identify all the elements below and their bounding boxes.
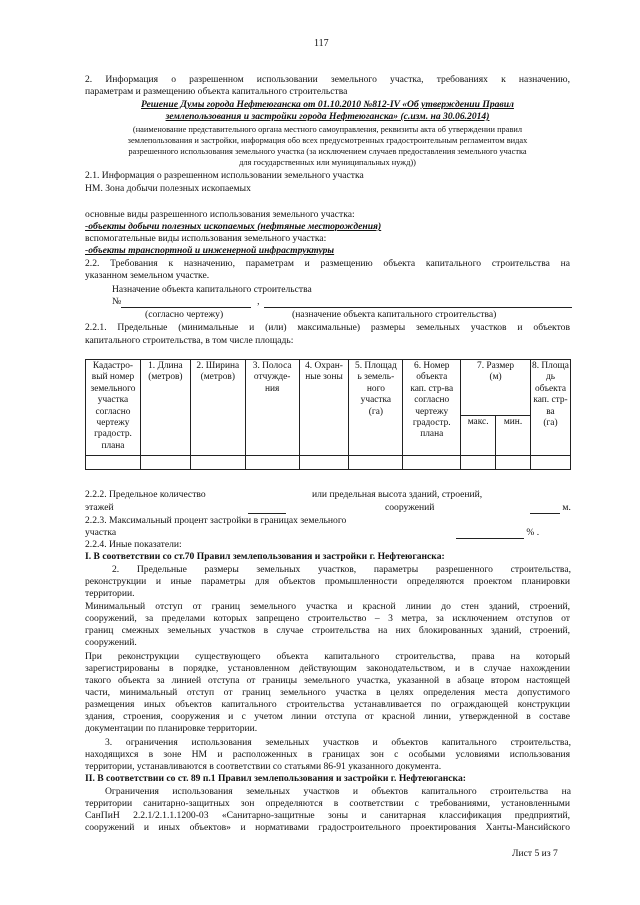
main-uses-value: -объекты добычи полезных ископаемых (нефтяные месторождения) bbox=[85, 221, 382, 232]
p5-line4: сооружений и иных объектов» и нормативами градостроительного проектирования Ханты-Мансийского bbox=[85, 822, 570, 833]
p2-line1: Минимальный отступ от границ земельного участка и красной линии до стен зданий, строений, bbox=[85, 601, 570, 612]
caption-drawing: (согласно чертежу) bbox=[145, 309, 224, 320]
object-name-label: Назначение объекта капитального строительства bbox=[112, 284, 312, 295]
s223-text: 2.2.3. Максимальный процент застройки в границах земельного bbox=[85, 515, 347, 526]
th-width: 2. Ширина (метров) bbox=[190, 360, 245, 456]
section2-heading-line1: 2. Информация о разрешенном использовании земельного участка, требованиях к назначению, bbox=[85, 74, 570, 85]
s22-line1: 2.2. Требования к назначению, параметрам и размещению объекта капитального строительства на bbox=[85, 258, 570, 269]
s224-text: 2.2.4. Иные показатели: bbox=[85, 539, 182, 550]
zone-name: НМ. Зона добычи полезных ископаемых bbox=[85, 183, 251, 194]
caption-purpose: (назначение объекта капитального строительства) bbox=[292, 309, 497, 320]
part1-heading: I. В соответствии со ст.70 Правил землепользования и застройки г. Нефтеюганска: bbox=[85, 551, 445, 562]
th-size-max: макс. bbox=[461, 416, 496, 456]
object-number-row: № , bbox=[112, 296, 572, 308]
p5-line3: СанПиН 2.2.1/2.1.1.1200-03 «Санитарно-защитные зоны и санитарная классификация предприятий, bbox=[85, 810, 570, 821]
th-cadastral: Кадастро- вый номер земельного участка согласно чертежу градостр. плана bbox=[86, 360, 141, 456]
th-alienation-strip: 3. Полоса отчужде- ния bbox=[245, 360, 299, 456]
decision-line1: Решение Думы города Нефтеюганска от 01.10.2010 №812-IV «Об утверждении Правил bbox=[141, 99, 514, 110]
section2-heading-line2: параметрам и размещению объекта капитального строительства bbox=[85, 86, 348, 97]
th-plot-area: 5. Площад ь земель- ного участка (га) bbox=[349, 360, 403, 456]
p1-line3: территории. bbox=[85, 588, 135, 599]
part2-heading: II. В соответствии со ст. 89 п.1 Правил землепользования и застройки г. Нефтеюганска: bbox=[85, 773, 466, 784]
p3-line4: части, минимальный отступ от границ земельного участка в целях определения места допустимого bbox=[85, 687, 570, 698]
purpose-underline bbox=[264, 297, 572, 308]
s222-a: 2.2.2. Предельное количество bbox=[85, 489, 206, 500]
s221-line2: капитального строительства, в том числе площадь: bbox=[85, 335, 294, 346]
floors-label: этажей bbox=[85, 502, 114, 513]
p3-line7: документации по планировке территории. bbox=[85, 723, 258, 734]
floors-underline bbox=[248, 502, 288, 514]
th-size-min: мин. bbox=[496, 416, 531, 456]
p5-line1: Ограничения использования земельных участков и объектов капитального строительства на bbox=[105, 786, 571, 797]
p4-line2: находящихся в зоне НМ и расположенных в границах зон с особыми условиями использования bbox=[85, 749, 570, 760]
p2-line4: сооружений. bbox=[85, 637, 137, 648]
note-line1: (наименование представительного органа местного самоуправления, реквизиты акта об утверждении правил bbox=[132, 125, 523, 134]
p3-line6: здания, строения, сооружения и с учетом линии отступа от красной линии, утвержденной в составе bbox=[85, 711, 570, 722]
main-uses-label: основные виды разрешенного использования земельного участка: bbox=[85, 209, 355, 220]
number-underline bbox=[121, 297, 251, 308]
decision-line2: землепользования и застройки города Нефтеюганска» (с.изм. на 30.06.2014) bbox=[165, 111, 490, 122]
p3-line5: размещения иных объектов капитального строительства устанавливается по ограждающей конструкции bbox=[85, 699, 570, 710]
p5-line2: территории санитарно-защитных зон определяются в соответствии с требованиями, установленными bbox=[85, 798, 570, 809]
p4-line3: территории, устанавливаются в соответствии со статьями 86-91 указанного документа. bbox=[85, 761, 442, 772]
percent-sign: % . bbox=[526, 527, 540, 538]
th-length: 1. Длина (метров) bbox=[140, 360, 190, 456]
aux-uses-label: вспомогательные виды использования земельного участка: bbox=[85, 233, 327, 244]
s21-text: 2.1. Информация о разрешенном использовании земельного участка bbox=[85, 170, 364, 181]
note-line4: для государственных или муниципальных нужд)) bbox=[239, 158, 416, 167]
aux-uses-value: -объекты транспортной и инженерной инфраструктуры bbox=[85, 245, 335, 256]
table-row bbox=[86, 456, 571, 470]
number-sign: № bbox=[112, 296, 122, 307]
p1-line2: реконструкции и иные параметры для объектов промышленности определяются проектом планировки bbox=[85, 576, 570, 587]
th-size: 7. Размер (м) bbox=[461, 360, 531, 416]
s22-line2: указанном земельном участке. bbox=[85, 270, 210, 281]
structures-label: сооружений bbox=[385, 502, 435, 513]
s222-b: или предельная высота зданий, строений, bbox=[312, 489, 483, 500]
p2-line2: сооружений, за пределами которых запрещено строительство – 3 метра, за исключением отступов от bbox=[85, 613, 570, 624]
note-line3: разрешенного использования земельного участка (за исключением случаев предоставления земельного участка bbox=[128, 147, 527, 156]
p1-line1: 2. Предельные размеры земельных участков, параметры разрешенного строительства, bbox=[112, 564, 571, 575]
note-line2: землепользования и застройки, информация обо всех предусмотренных градостроительным регламентом видах bbox=[127, 136, 528, 145]
floors-row bbox=[85, 502, 570, 514]
p3-line3: такого объекта за линией отступа от границы земельного участка, указанной в абзаце втором настоящей bbox=[85, 675, 570, 686]
s221-line1: 2.2.1. Предельные (минимальные и (или) максимальные) размеры земельных участков и объектов bbox=[85, 322, 570, 333]
th-object-number: 6. Номер объекта кап. стр-ва согласно чертежу градостр. плана bbox=[403, 360, 461, 456]
meters-unit: м. bbox=[562, 502, 571, 513]
sheet-number: Лист 5 из 7 bbox=[512, 848, 558, 859]
p2-line3: границ смежных земельных участков в случае строительства на них блокированных зданий, строений, bbox=[85, 625, 570, 636]
th-object-area: 8. Площа дь объекта кап. стр- ва (га) bbox=[530, 360, 570, 456]
page-number: 117 bbox=[314, 38, 329, 49]
p4-line1: 3. ограничения использования земельных участков и объектов капитального строительства, bbox=[105, 737, 571, 748]
th-protected-zones: 4. Охран- ные зоны bbox=[299, 360, 349, 456]
plot-label: участка bbox=[85, 527, 117, 538]
p3-line1: При реконструкции существующего объекта капитального строительства, права на который bbox=[85, 651, 570, 662]
percent-row bbox=[456, 527, 571, 539]
height-row bbox=[530, 502, 572, 514]
p3-line2: зарегистрированы в порядке, установленном действующим законодательством, и в случае нахождении bbox=[85, 663, 570, 674]
dimensions-table bbox=[85, 359, 571, 470]
